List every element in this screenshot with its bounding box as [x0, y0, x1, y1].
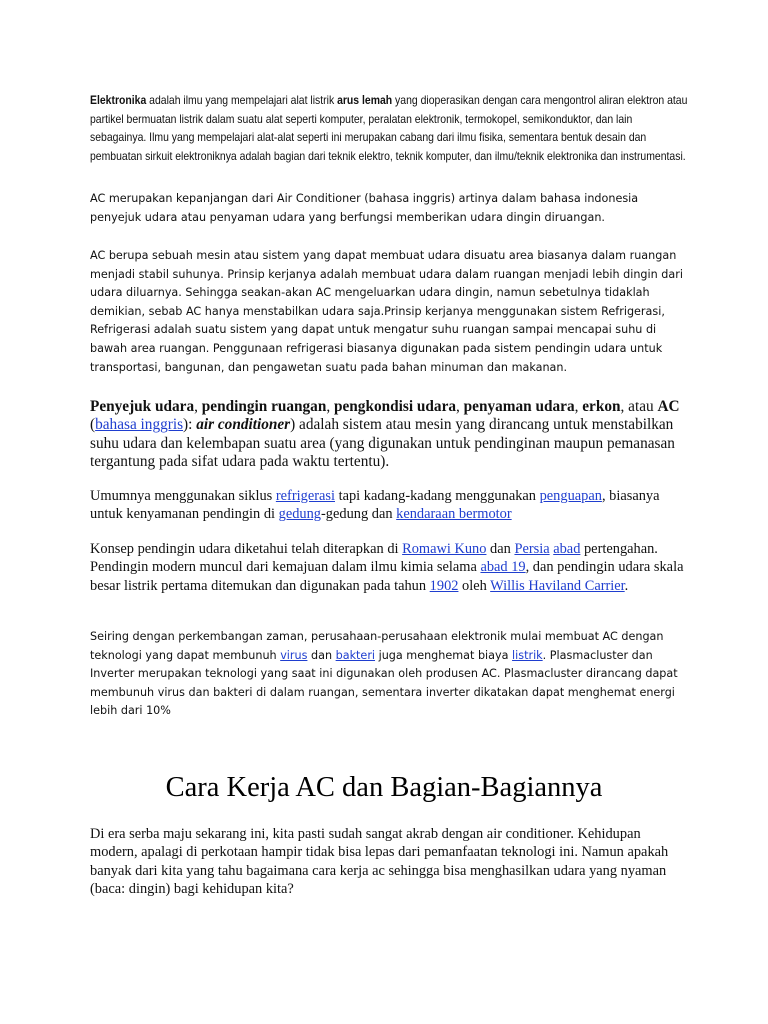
link-willis-haviland-carrier[interactable]: Willis Haviland Carrier	[490, 577, 625, 594]
link-1902[interactable]: 1902	[429, 577, 459, 594]
paragraph-teknologi: Seiring dengan perkembangan zaman, perusahaan-perusahaan elektronik mulai membuat AC dengan teknologi yang dapat membunuh virus dan bakteri juga menghemat biaya listrik. Plasmacluster dan Inverter merupakan teknologi yang saat ini digunakan oleh produsen AC. Plasmacluster dirancang dapat membunuh virus dan bakteri di dalam ruangan, sementara inverter dikatakan dapat menghemat energi lebih dari 10%	[90, 630, 678, 718]
link-romawi-kuno[interactable]: Romawi Kuno	[402, 541, 487, 557]
link-abad-19[interactable]: abad 19	[480, 559, 526, 576]
paragraph-elektronika: Elektronika adalah ilmu yang mempelajari alat listrik arus lemah yang dioperasikan dengan cara mengontrol aliran elektron atau partikel bermuatan listrik dalam suatu alat seperti komputer, peralatan elektronik, termokopel, semikonduktor, dan lain sebagainya. Ilmu yang mempelajari alat-alat seperti ini merupakan cabang dari ilmu fisika, sementara bentuk desain dan pembuatan sirkuit elektroniknya adalah bagian dari teknik elektro, teknik komputer, dan ilmu/teknik elektronika dan instrumentasi.	[90, 94, 688, 163]
paragraph-penyejuk-udara: Penyejuk udara, pendingin ruangan, pengkondisi udara, penyaman udara, erkon, atau AC (bahasa inggris): air conditioner) adalah sistem atau mesin yang dirancang untuk menstabilkan suhu udara dan kelembapan suatu area (yang digunakan untuk pendinginan maupun pemanasan tergantung pada sifat udara pada waktu tertentu).	[90, 398, 680, 471]
paragraph-ac-principle: AC berupa sebuah mesin atau sistem yang dapat membuat udara disuatu area biasanya dalam ruangan menjadi stabil suhunya. Prinsip kerjanya adalah membuat udara dalam ruangan menjadi lebih dingin dari udara diluarnya. Sehingga seakan-akan AC mengeluarkan udara dingin, namun sebetulnya tidaklah demikian, sebab AC hanya menstabilkan udara saja.Prinsip kerjanya menggunakan sistem Refrigerasi, Refrigerasi adalah suatu sistem yang dapat untuk mengatur suhu ruangan sampai mencapai suhu di bawah area ruangan. Penggunaan refrigerasi biasanya digunakan pada sistem pendingin udara untuk transportasi, bangunan, dan pengawetan suatu pada bahan minuman dan makanan.	[90, 249, 683, 374]
paragraph-era-modern: Di era serba maju sekarang ini, kita pasti sudah sangat akrab dengan air conditioner. Kehidupan modern, apalagi di perkotaan hampir tidak bisa lepas dari pemanfaatan teknologi ini. Namun apakah banyak dari kita yang tahu bagaimana cara kerja ac sehingga bisa menghasilkan udara yang nyaman (baca: dingin) bagi kehidupan kita?	[90, 826, 669, 897]
link-virus[interactable]: virus	[280, 648, 308, 662]
link-listrik[interactable]: listrik	[512, 648, 543, 662]
link-persia[interactable]: Persia	[514, 541, 550, 557]
link-refrigerasi[interactable]: refrigerasi	[275, 488, 335, 504]
section-heading: Cara Kerja AC dan Bagian-Bagiannya	[165, 772, 603, 803]
link-abad[interactable]: abad	[553, 541, 581, 557]
paragraph-konsep: Konsep pendingin udara diketahui telah diterapkan di Romawi Kuno dan Persia abad pertengahan. Pendingin modern muncul dari kemajuan dalam ilmu kimia selama abad 19, dan pendingin udara skala besar listrik pertama ditemukan dan digunakan pada tahun 1902 oleh Willis Haviland Carrier.	[90, 541, 684, 594]
link-penguapan[interactable]: penguapan	[539, 488, 602, 504]
term-elektronika: Elektronika	[90, 94, 147, 107]
paragraph-ac-definition: AC merupakan kepanjangan dari Air Conditioner (bahasa inggris) artinya dalam bahasa indonesia penyejuk udara atau penyaman udara yang berfungsi memberikan udara dingin diruangan.	[90, 192, 639, 224]
link-kendaraan-bermotor[interactable]: kendaraan bermotor	[396, 506, 512, 523]
term-arus-lemah: arus lemah	[337, 94, 393, 107]
link-bahasa-inggris[interactable]: bahasa inggris	[95, 416, 184, 434]
link-gedung[interactable]: gedung	[278, 506, 322, 523]
link-bakteri[interactable]: bakteri	[335, 648, 376, 662]
paragraph-siklus: Umumnya menggunakan siklus refrigerasi tapi kadang-kadang menggunakan penguapan, biasanya untuk kenyamanan pendingin di gedung-gedung dan kendaraan bermotor	[90, 488, 660, 523]
